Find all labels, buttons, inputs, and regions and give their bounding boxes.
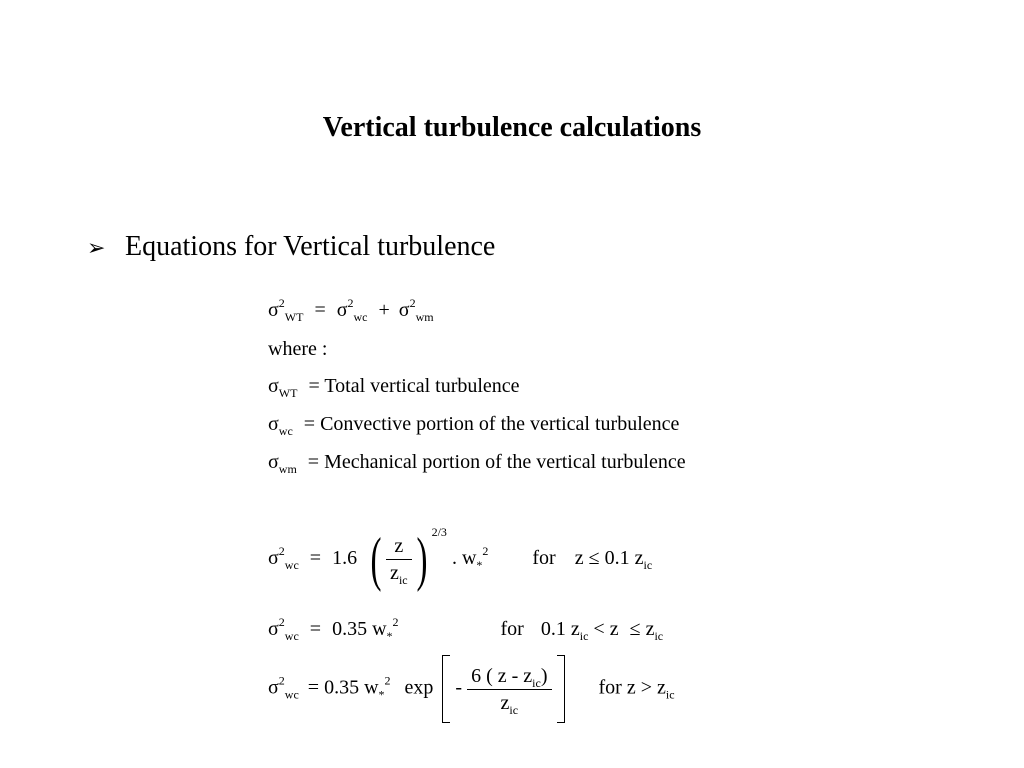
right-paren: ) xyxy=(416,526,428,593)
right-bracket xyxy=(557,655,565,723)
definition-wm: $\sigma_{wm}$ = Mechanical portion of the vertical turbulence xyxy=(268,451,686,476)
left-bracket xyxy=(442,655,450,723)
where-label: where : xyxy=(268,338,328,360)
convective-equation-mid: $\sigma^2_{wc} = 0.35$ $w_*^2$ for 0.1 $z_{ic} < z \le z_{ic}$ xyxy=(268,615,664,643)
total-turbulence-equation: $\sigma^2_{WT} = \sigma^2_{wc} + \sigma^2_{wm}$ xyxy=(268,296,434,324)
z-over-zic-fraction: $\frac{z}{z_{ic}}$ xyxy=(386,536,412,583)
definition-wc: $\sigma_{wc}$ = Convective portion of the vertical turbulence xyxy=(268,413,680,438)
exponent-fraction: $\frac{6 ( z - z_{ic})}{z_{ic}}$ xyxy=(467,666,551,713)
convective-equation-high: $\sigma^2_{wc} = 0.35$ $w_*^2$ exp - $\frac{6 ( z - z_{ic})}{z_{ic}}$ for $z > z_{ic}$ xyxy=(268,655,675,723)
definition-wt: $\sigma_{WT}$ = Total vertical turbulence xyxy=(268,375,520,400)
convective-equation-low: $\sigma^2_{wc} = 1.6$ ( $\frac{z}{z_{ic}}$ ) 2/3 . $w_*^2$ for z ≤ 0.1 $z_{ic}$ xyxy=(268,525,653,593)
slide-title: Vertical turbulence calculations xyxy=(322,112,702,143)
bullet-item xyxy=(87,231,495,263)
bullet-text: Equations for Vertical turbulence xyxy=(125,231,496,262)
left-paren: ( xyxy=(370,526,382,593)
arrow-bullet-icon: ➢ xyxy=(87,235,106,260)
